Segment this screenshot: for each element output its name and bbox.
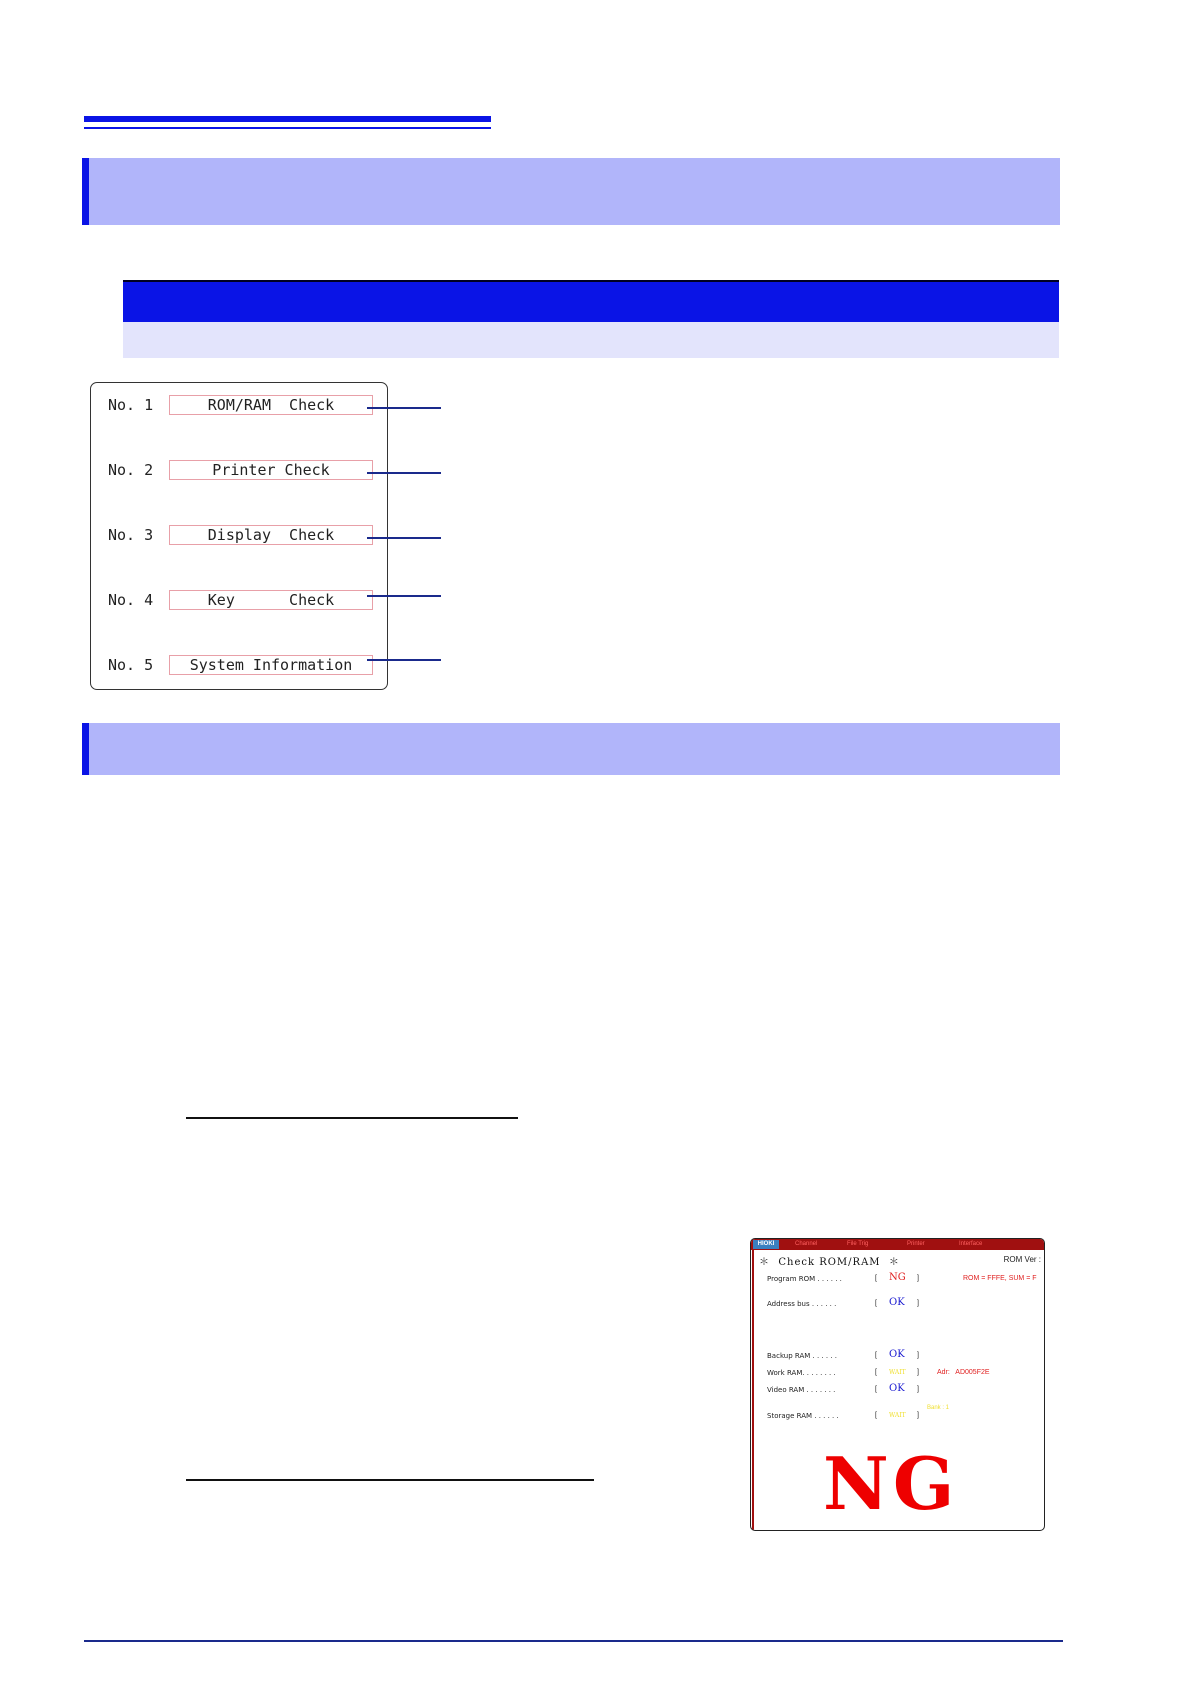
- leader-line-4: [367, 595, 441, 597]
- device-row-label: Storage RAM . . . . . .: [767, 1412, 839, 1420]
- device-row-status: OK: [889, 1297, 905, 1308]
- underline-rule-1: [186, 1117, 518, 1119]
- menu-item-label[interactable]: Key Check: [169, 590, 373, 610]
- device-row-label: Backup RAM . . . . . .: [767, 1352, 837, 1360]
- device-bracket: [: [875, 1412, 877, 1419]
- device-row-label: Work RAM. . . . . . . .: [767, 1369, 836, 1377]
- menu-item-printer-check[interactable]: [91, 460, 387, 482]
- menu-item-number: No. 4: [108, 591, 154, 609]
- menu-item-number: No. 5: [108, 656, 154, 674]
- device-addr-note: Adr: AD005F2E: [937, 1369, 990, 1376]
- menu-item-number: No. 2: [108, 461, 154, 479]
- device-bracket: [: [875, 1386, 877, 1393]
- menu-item-rom-ram-check[interactable]: [91, 395, 387, 417]
- test-menu-panel: [90, 382, 388, 690]
- header-rule-thick: [84, 116, 491, 122]
- device-row-status: OK: [889, 1349, 905, 1360]
- device-row-status: WAIT: [889, 1412, 906, 1419]
- device-result-ng: NG: [823, 1441, 959, 1526]
- device-rom-note: ROM = FFFE, SUM = F: [963, 1275, 1037, 1282]
- section-title-band-2: [82, 723, 1060, 775]
- hioki-logo: HIOKI: [753, 1240, 779, 1249]
- device-row-status: NG: [889, 1272, 906, 1283]
- menu-item-system-information[interactable]: [91, 655, 387, 677]
- device-bracket: [: [875, 1275, 877, 1282]
- device-bracket: [: [875, 1352, 877, 1359]
- menu-item-number: No. 1: [108, 396, 154, 414]
- leader-line-3: [367, 537, 441, 539]
- footer-rule: [84, 1640, 1063, 1642]
- device-tab-printer: Printer: [907, 1241, 925, 1247]
- device-row-status: WAIT: [889, 1369, 906, 1376]
- device-bracket: [: [875, 1300, 877, 1307]
- table-header: [123, 280, 1059, 322]
- menu-item-key-check[interactable]: [91, 590, 387, 612]
- header-rule-thin: [84, 127, 491, 129]
- section-title-band-1: [82, 158, 1060, 225]
- leader-line-1: [367, 407, 441, 409]
- device-rom-version: ROM Ver :: [1003, 1255, 1041, 1264]
- device-bracket: [: [875, 1369, 877, 1376]
- underline-rule-2: [186, 1479, 594, 1481]
- menu-item-label[interactable]: ROM/RAM Check: [169, 395, 373, 415]
- device-row-label: Address bus . . . . . .: [767, 1300, 837, 1308]
- device-bracket: ]: [917, 1275, 919, 1282]
- menu-item-label[interactable]: System Information: [169, 655, 373, 675]
- device-bracket: ]: [917, 1352, 919, 1359]
- device-row-status: OK: [889, 1383, 905, 1394]
- device-tab-bar: [751, 1239, 1044, 1250]
- device-row-label: Program ROM . . . . . .: [767, 1275, 842, 1283]
- leader-line-2: [367, 472, 441, 474]
- device-bracket: ]: [917, 1386, 919, 1393]
- device-bracket: ]: [917, 1412, 919, 1419]
- device-screen-title: ＊ Check ROM/RAM ＊: [759, 1257, 900, 1268]
- leader-line-5: [367, 659, 441, 661]
- device-screen-rom-ram-check: [750, 1238, 1045, 1531]
- menu-item-label[interactable]: Printer Check: [169, 460, 373, 480]
- table-row: [123, 322, 1059, 358]
- menu-item-number: No. 3: [108, 526, 154, 544]
- device-tab-interface: Interface: [959, 1241, 983, 1247]
- device-bank-note: Bank : 1: [927, 1405, 950, 1411]
- device-bracket: ]: [917, 1300, 919, 1307]
- device-row-label: Video RAM . . . . . . .: [767, 1386, 836, 1394]
- device-left-bar: [752, 1250, 754, 1530]
- menu-item-display-check[interactable]: [91, 525, 387, 547]
- device-tab-file-trig: File Trig: [847, 1241, 869, 1247]
- device-tab-channel: Channel: [795, 1241, 818, 1247]
- device-bracket: ]: [917, 1369, 919, 1376]
- menu-item-label[interactable]: Display Check: [169, 525, 373, 545]
